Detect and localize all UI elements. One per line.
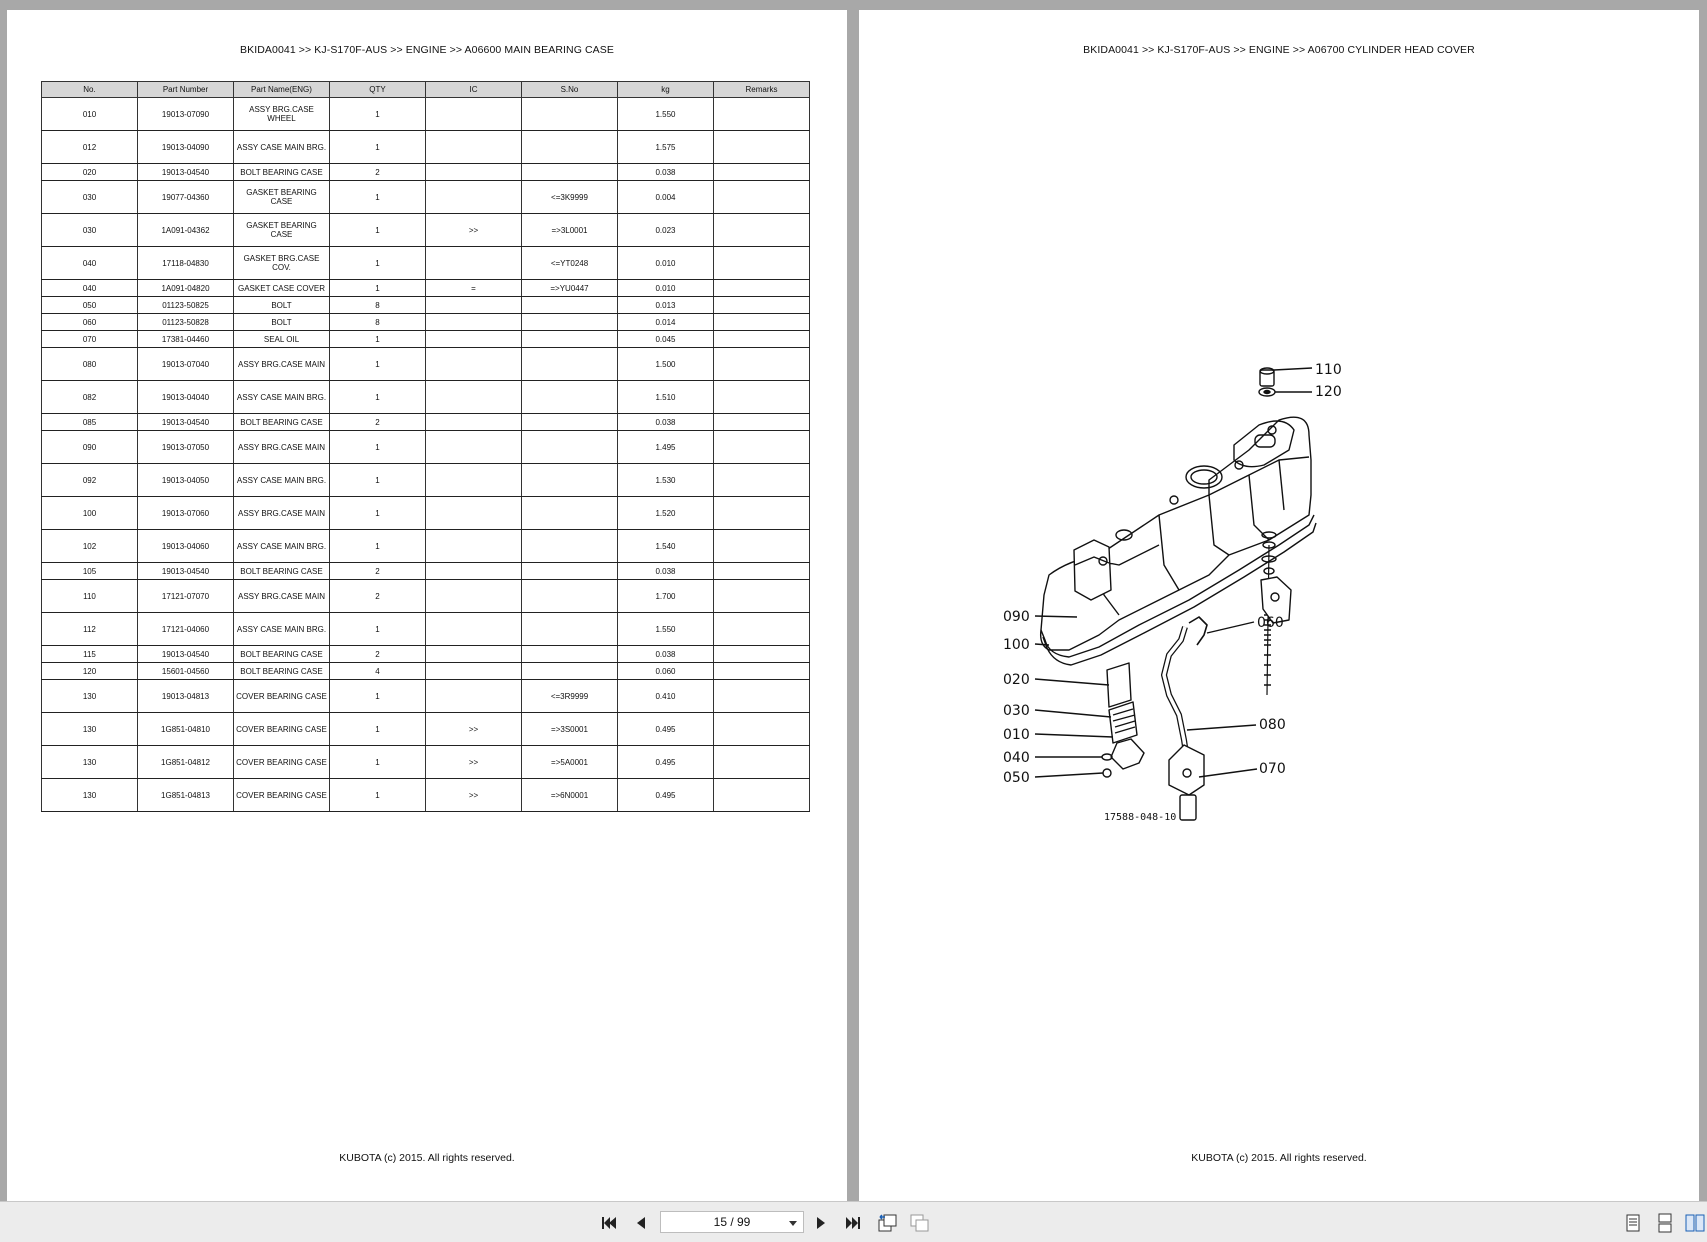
weight-cell: 0.010 [618,247,714,280]
column-header: QTY [330,82,426,98]
part-number-cell: 1A091-04820 [138,280,234,297]
table-row [42,663,810,680]
table-row [42,746,810,779]
ic-cell [426,646,522,663]
callout-020: 020 [1003,672,1030,688]
part-number-cell: 19013-04060 [138,530,234,563]
column-header: Remarks [714,82,810,98]
weight-cell: 1.530 [618,464,714,497]
part-name-cell: ASSY BRG.CASE WHEEL [234,98,330,131]
part-number-cell: 01123-50828 [138,314,234,331]
callout-070: 070 [1259,761,1286,777]
table-row [42,297,810,314]
item-number-cell: 100 [42,497,138,530]
ic-cell: >> [426,713,522,746]
weight-cell: 0.010 [618,280,714,297]
weight-cell: 1.550 [618,613,714,646]
column-header: S.No [522,82,618,98]
table-row [42,98,810,131]
column-header: IC [426,82,522,98]
part-name-cell: SEAL OIL [234,331,330,348]
remarks-cell [714,530,810,563]
item-number-cell: 030 [42,181,138,214]
remarks-cell [714,314,810,331]
viewer-toolbar [0,1201,1707,1242]
table-row [42,713,810,746]
remarks-cell [714,497,810,530]
part-name-cell: ASSY CASE MAIN BRG. [234,530,330,563]
callout-120: 120 [1315,384,1342,400]
right-page-footer: KUBOTA (c) 2015. All rights reserved. [1191,1152,1367,1164]
weight-cell: 1.500 [618,348,714,381]
part-name-cell: ASSY BRG.CASE MAIN [234,348,330,381]
qty-cell: 8 [330,297,426,314]
qty-cell: 1 [330,530,426,563]
weight-cell: 0.038 [618,563,714,580]
column-header: kg [618,82,714,98]
weight-cell: 0.495 [618,713,714,746]
table-row [42,613,810,646]
weight-cell: 0.038 [618,164,714,181]
serial-number-cell [522,164,618,181]
table-row [42,214,810,247]
part-name-cell: GASKET BEARING CASE [234,181,330,214]
part-name-cell: COVER BEARING CASE [234,713,330,746]
table-row [42,530,810,563]
callout-010: 010 [1003,727,1030,743]
qty-cell: 1 [330,381,426,414]
item-number-cell: 112 [42,613,138,646]
part-name-cell: BOLT BEARING CASE [234,164,330,181]
table-header-row [42,82,810,98]
item-number-cell: 040 [42,247,138,280]
serial-number-cell [522,580,618,613]
qty-cell: 1 [330,713,426,746]
qty-cell: 1 [330,214,426,247]
two-page-view-button[interactable] [1684,1212,1706,1234]
table-row [42,563,810,580]
part-name-cell: ASSY BRG.CASE MAIN [234,431,330,464]
table-row [42,580,810,613]
callout-090: 090 [1003,609,1030,625]
ic-cell [426,580,522,613]
right-page-header: BKIDA0041 >> KJ-S170F-AUS >> ENGINE >> A06700 CYLINDER HEAD COVER [1083,44,1475,56]
ic-cell [426,98,522,131]
part-name-cell: BOLT BEARING CASE [234,663,330,680]
serial-number-cell [522,381,618,414]
serial-number-cell: <=3K9999 [522,181,618,214]
weight-cell: 0.014 [618,314,714,331]
ic-cell [426,314,522,331]
serial-number-cell: =>3L0001 [522,214,618,247]
part-name-cell: ASSY CASE MAIN BRG. [234,381,330,414]
next-page-button[interactable] [810,1212,832,1234]
item-number-cell: 012 [42,131,138,164]
part-name-cell: BOLT [234,297,330,314]
ic-cell [426,414,522,431]
item-number-cell: 090 [42,431,138,464]
remarks-cell [714,414,810,431]
part-name-cell: COVER BEARING CASE [234,779,330,812]
weight-cell: 0.013 [618,297,714,314]
part-number-cell: 19013-04050 [138,464,234,497]
parts-table-body [42,98,810,812]
part-number-cell: 19013-04540 [138,164,234,181]
callout-080: 080 [1259,717,1286,733]
weight-cell: 0.004 [618,181,714,214]
part-number-cell: 01123-50825 [138,297,234,314]
left-page-footer: KUBOTA (c) 2015. All rights reserved. [339,1152,515,1164]
part-name-cell: BOLT BEARING CASE [234,563,330,580]
weight-cell: 0.495 [618,779,714,812]
remarks-cell [714,713,810,746]
serial-number-cell: <=YT0248 [522,247,618,280]
part-name-cell: BOLT [234,314,330,331]
qty-cell: 1 [330,98,426,131]
prev-view-button[interactable] [876,1212,898,1234]
remarks-cell [714,214,810,247]
prev-page-button[interactable] [630,1212,652,1234]
item-number-cell: 070 [42,331,138,348]
remarks-cell [714,431,810,464]
serial-number-cell [522,331,618,348]
weight-cell: 0.045 [618,331,714,348]
table-row [42,280,810,297]
qty-cell: 1 [330,431,426,464]
first-page-icon [600,1214,618,1232]
serial-number-cell [522,348,618,381]
qty-cell: 2 [330,646,426,663]
item-number-cell: 105 [42,563,138,580]
serial-number-cell [522,497,618,530]
part-number-cell: 19013-04540 [138,563,234,580]
qty-cell: 1 [330,746,426,779]
qty-cell: 1 [330,131,426,164]
item-number-cell: 130 [42,713,138,746]
remarks-cell [714,779,810,812]
remarks-cell [714,297,810,314]
table-row [42,431,810,464]
serial-number-cell [522,663,618,680]
prev-page-icon [632,1214,650,1232]
part-number-cell: 19013-04540 [138,414,234,431]
ic-cell [426,131,522,164]
page-number-text: 15 / 99 [713,1215,751,1229]
chevron-down-icon [789,1221,797,1226]
ic-cell [426,663,522,680]
item-number-cell: 050 [42,297,138,314]
last-page-icon [844,1214,862,1232]
ic-cell [426,381,522,414]
item-number-cell: 030 [42,214,138,247]
qty-cell: 8 [330,314,426,331]
ic-cell [426,497,522,530]
part-number-cell: 19013-04090 [138,131,234,164]
part-number-cell: 1G851-04810 [138,713,234,746]
item-number-cell: 092 [42,464,138,497]
callout-040: 040 [1003,750,1030,766]
part-number-cell: 19013-04040 [138,381,234,414]
serial-number-cell [522,563,618,580]
remarks-cell [714,464,810,497]
remarks-cell [714,280,810,297]
part-number-cell: 17118-04830 [138,247,234,280]
table-row [42,381,810,414]
remarks-cell [714,181,810,214]
continuous-page-icon [1656,1213,1674,1233]
part-name-cell: ASSY CASE MAIN BRG. [234,464,330,497]
two-page-icon [1685,1213,1705,1233]
ic-cell: >> [426,214,522,247]
part-number-cell: 1G851-04812 [138,746,234,779]
ic-cell [426,297,522,314]
weight-cell: 0.495 [618,746,714,779]
part-name-cell: COVER BEARING CASE [234,746,330,779]
table-row [42,181,810,214]
item-number-cell: 115 [42,646,138,663]
weight-cell: 0.410 [618,680,714,713]
table-row [42,331,810,348]
qty-cell: 1 [330,181,426,214]
part-name-cell: GASKET CASE COVER [234,280,330,297]
part-number-cell: 19013-04540 [138,646,234,663]
item-number-cell: 130 [42,779,138,812]
qty-cell: 1 [330,680,426,713]
remarks-cell [714,98,810,131]
remarks-cell [714,580,810,613]
left-page [7,10,847,1201]
weight-cell: 1.700 [618,580,714,613]
item-number-cell: 102 [42,530,138,563]
serial-number-cell: =>5A0001 [522,746,618,779]
part-number-cell: 17121-07070 [138,580,234,613]
column-header: Part Name(ENG) [234,82,330,98]
part-name-cell: BOLT BEARING CASE [234,646,330,663]
ic-cell [426,613,522,646]
qty-cell: 2 [330,563,426,580]
remarks-cell [714,663,810,680]
ic-cell: = [426,280,522,297]
serial-number-cell: <=3R9999 [522,680,618,713]
serial-number-cell: =>YU0447 [522,280,618,297]
remarks-cell [714,563,810,580]
ic-cell [426,680,522,713]
ic-cell: >> [426,746,522,779]
single-page-view-button[interactable] [1622,1212,1644,1234]
ic-cell [426,563,522,580]
weight-cell: 1.550 [618,98,714,131]
ic-cell: >> [426,779,522,812]
remarks-cell [714,131,810,164]
part-number-cell: 19013-07090 [138,98,234,131]
item-number-cell: 040 [42,280,138,297]
part-name-cell: GASKET BEARING CASE [234,214,330,247]
table-row [42,164,810,181]
ic-cell [426,247,522,280]
table-row [42,680,810,713]
callout-110: 110 [1315,362,1342,378]
callout-030: 030 [1003,703,1030,719]
serial-number-cell: =>6N0001 [522,779,618,812]
qty-cell: 1 [330,280,426,297]
serial-number-cell [522,131,618,164]
part-number-cell: 17381-04460 [138,331,234,348]
column-header: Part Number [138,82,234,98]
callout-050: 050 [1003,770,1030,786]
parts-table [41,81,810,812]
item-number-cell: 130 [42,680,138,713]
serial-number-cell [522,431,618,464]
remarks-cell [714,247,810,280]
weight-cell: 0.023 [618,214,714,247]
serial-number-cell: =>3S0001 [522,713,618,746]
part-number-cell: 1A091-04362 [138,214,234,247]
weight-cell: 1.510 [618,381,714,414]
weight-cell: 0.038 [618,646,714,663]
ic-cell [426,331,522,348]
part-number-cell: 17121-04060 [138,613,234,646]
item-number-cell: 130 [42,746,138,779]
serial-number-cell [522,414,618,431]
item-number-cell: 080 [42,348,138,381]
remarks-cell [714,348,810,381]
remarks-cell [714,331,810,348]
item-number-cell: 020 [42,164,138,181]
last-page-button[interactable] [842,1212,864,1234]
serial-number-cell [522,646,618,663]
item-number-cell: 110 [42,580,138,613]
table-row [42,348,810,381]
left-page-header: BKIDA0041 >> KJ-S170F-AUS >> ENGINE >> A06600 MAIN BEARING CASE [240,44,614,56]
part-name-cell: GASKET BRG.CASE COV. [234,247,330,280]
item-number-cell: 085 [42,414,138,431]
table-row [42,131,810,164]
diagram-caption: 17588-048-10 [1104,812,1177,823]
item-number-cell: 010 [42,98,138,131]
weight-cell: 1.575 [618,131,714,164]
serial-number-cell [522,297,618,314]
qty-cell: 1 [330,464,426,497]
part-name-cell: ASSY BRG.CASE MAIN [234,497,330,530]
remarks-cell [714,746,810,779]
prev-view-icon [876,1212,898,1234]
part-number-cell: 19013-07050 [138,431,234,464]
cylinder-head-cover-diagram [1003,362,1489,895]
table-row [42,779,810,812]
next-view-icon [908,1212,930,1234]
qty-cell: 1 [330,331,426,348]
item-number-cell: 060 [42,314,138,331]
table-row [42,464,810,497]
item-number-cell: 082 [42,381,138,414]
part-number-cell: 19077-04360 [138,181,234,214]
ic-cell [426,164,522,181]
next-page-icon [812,1214,830,1232]
serial-number-cell [522,530,618,563]
page-number-select[interactable] [660,1211,804,1233]
table-row [42,414,810,431]
qty-cell: 4 [330,663,426,680]
part-name-cell: ASSY CASE MAIN BRG. [234,131,330,164]
ic-cell [426,181,522,214]
part-number-cell: 19013-07040 [138,348,234,381]
single-page-icon [1624,1213,1642,1233]
part-name-cell: COVER BEARING CASE [234,680,330,713]
serial-number-cell [522,314,618,331]
ic-cell [426,464,522,497]
part-number-cell: 19013-07060 [138,497,234,530]
remarks-cell [714,613,810,646]
serial-number-cell [522,464,618,497]
qty-cell: 2 [330,580,426,613]
remarks-cell [714,164,810,181]
next-view-button[interactable] [908,1212,930,1234]
column-header: No. [42,82,138,98]
qty-cell: 1 [330,779,426,812]
qty-cell: 1 [330,348,426,381]
table-row [42,646,810,663]
remarks-cell [714,381,810,414]
remarks-cell [714,680,810,713]
ic-cell [426,431,522,464]
qty-cell: 2 [330,414,426,431]
weight-cell: 1.520 [618,497,714,530]
continuous-view-button[interactable] [1654,1212,1676,1234]
qty-cell: 1 [330,613,426,646]
ic-cell [426,530,522,563]
qty-cell: 2 [330,164,426,181]
weight-cell: 0.038 [618,414,714,431]
part-name-cell: ASSY BRG.CASE MAIN [234,580,330,613]
weight-cell: 0.060 [618,663,714,680]
ic-cell [426,348,522,381]
part-number-cell: 19013-04813 [138,680,234,713]
weight-cell: 1.495 [618,431,714,464]
qty-cell: 1 [330,247,426,280]
remarks-cell [714,646,810,663]
callout-060: 060 [1257,615,1284,631]
qty-cell: 1 [330,497,426,530]
table-row [42,497,810,530]
first-page-button[interactable] [598,1212,620,1234]
table-row [42,314,810,331]
part-number-cell: 1G851-04813 [138,779,234,812]
part-number-cell: 15601-04560 [138,663,234,680]
part-name-cell: BOLT BEARING CASE [234,414,330,431]
item-number-cell: 120 [42,663,138,680]
right-page [859,10,1699,1201]
callout-100: 100 [1003,637,1030,653]
table-row [42,247,810,280]
serial-number-cell [522,98,618,131]
part-name-cell: ASSY CASE MAIN BRG. [234,613,330,646]
serial-number-cell [522,613,618,646]
weight-cell: 1.540 [618,530,714,563]
